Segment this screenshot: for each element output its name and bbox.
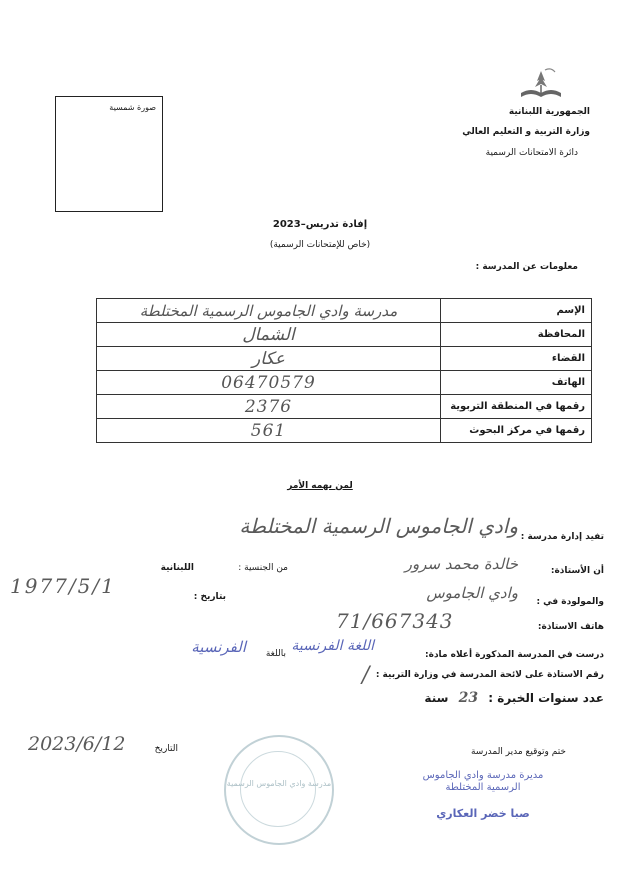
table-label: رقمها في مركز البحوث <box>441 419 592 443</box>
dob-value: 1977/5/1 <box>10 574 116 598</box>
date-label: التاريخ <box>154 744 178 754</box>
official-stamp <box>224 735 334 845</box>
table-value: 06470579 <box>97 371 441 395</box>
signature-name: صبا خضر العكاري <box>436 807 530 820</box>
table-label: الإسم <box>441 299 592 323</box>
subject-value: اللغة الفرنسية <box>291 638 374 654</box>
photo-box <box>55 96 163 212</box>
taught-label: درست في المدرسة المذكورة أعلاه مادة: <box>425 650 604 660</box>
experience-unit: سنة <box>424 691 449 705</box>
table-value: عكار <box>97 347 441 371</box>
table-label: المحافظة <box>441 323 592 347</box>
to-whom-heading: لمن يهمه الأمر <box>287 481 353 491</box>
school-info-table <box>96 298 592 443</box>
stamp-inner-ring <box>240 751 316 827</box>
birthplace-label: والمولودة في : <box>536 597 604 607</box>
birthplace-value: وادي الجاموس <box>426 584 518 602</box>
school-info-heading: معلومات عن المدرسة : <box>475 262 578 272</box>
page-subtitle: (خاص للإمتحانات الرسمية) <box>269 240 371 250</box>
table-row <box>97 419 592 443</box>
table-row <box>97 299 592 323</box>
teacher-label: أن الأستاذة: <box>550 566 604 576</box>
language-label: باللغة <box>265 649 286 659</box>
reg-number-value: / <box>362 663 370 688</box>
nationality-value: اللبنانية <box>160 563 194 573</box>
ministry-logo-icon <box>517 67 565 105</box>
table-label: رقمها في المنطقة التربوية <box>441 395 592 419</box>
signature-line1: مديرة مدرسة وادي الجاموس <box>422 770 544 781</box>
photo-label: صورة شمسية <box>109 103 156 112</box>
table-row <box>97 395 592 419</box>
stamp-text: مدرسة وادي الجاموس الرسمية <box>226 779 332 788</box>
stamp-label: ختم وتوقيع مدير المدرسة <box>470 747 566 757</box>
table-label: الهاتف <box>441 371 592 395</box>
phone-value: 71/667343 <box>336 609 454 633</box>
table-value: الشمال <box>97 323 441 347</box>
header-department: دائرة الامتحانات الرسمية <box>485 148 578 158</box>
signature-block <box>388 770 578 820</box>
page-title: إفادة تدريس–2023 <box>272 219 368 230</box>
signature-scribble <box>388 794 578 808</box>
certify-label: تفيد إدارة مدرسة : <box>520 532 604 542</box>
experience-line <box>424 690 604 706</box>
experience-value: 23 <box>458 690 479 706</box>
teacher-value: خالدة محمد سرور <box>404 555 518 573</box>
nationality-label: من الجنسية : <box>238 563 288 573</box>
experience-label: عدد سنوات الخبرة : <box>488 691 604 705</box>
date-value: 2023/6/12 <box>28 733 126 755</box>
table-value: مدرسة وادي الجاموس الرسمية المختلطة <box>97 299 441 323</box>
reg-number-label: رقم الاستاذة على لائحة المدرسة في وزارة التربية : <box>375 670 604 680</box>
table-value: 561 <box>97 419 441 443</box>
language-value: الفرنسية <box>191 638 246 656</box>
header-republic: الجمهورية اللبنانية <box>508 107 590 117</box>
table-value: 2376 <box>97 395 441 419</box>
dob-label: بتاريخ : <box>193 592 226 602</box>
signature-line2: الرسمية المختلطة <box>445 782 521 793</box>
certify-value: وادي الجاموس الرسمية المختلطة <box>239 514 518 538</box>
table-label: القضاء <box>441 347 592 371</box>
table-row <box>97 347 592 371</box>
header-ministry: وزارة التربية و التعليم العالي <box>462 127 590 137</box>
phone-label: هاتف الاستاذة: <box>537 622 604 632</box>
table-row <box>97 371 592 395</box>
table-row <box>97 323 592 347</box>
